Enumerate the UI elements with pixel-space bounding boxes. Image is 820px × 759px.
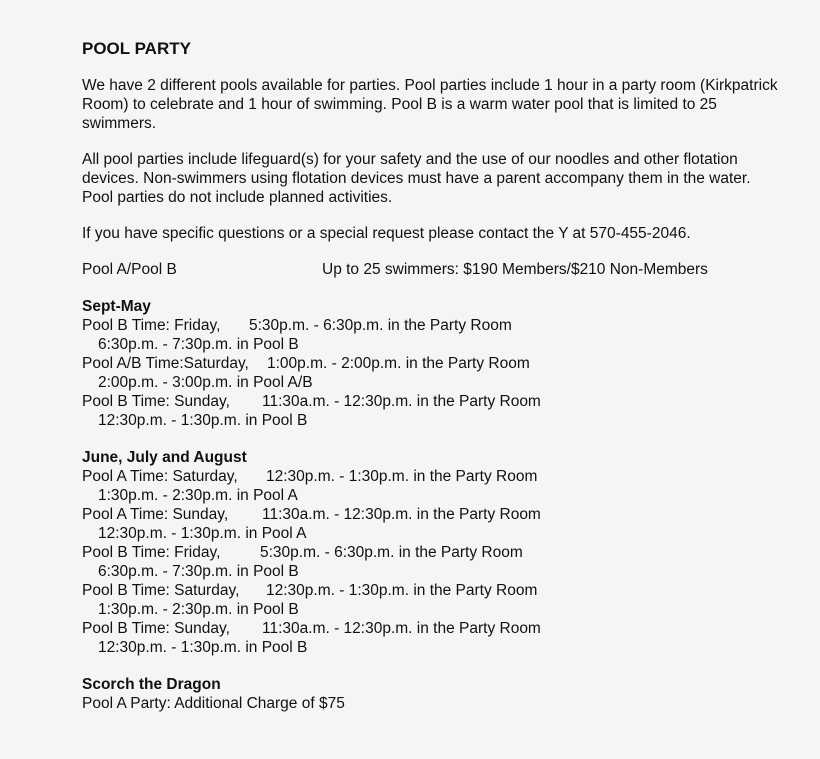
entry-label: Pool B Time: Sunday,	[82, 393, 230, 410]
sept-may-heading: Sept-May	[82, 298, 151, 315]
schedule-entry	[82, 467, 782, 505]
entry-room-time: 1:00p.m. - 2:00p.m. in the Party Room	[267, 355, 530, 372]
entry-room-time: 5:30p.m. - 6:30p.m. in the Party Room	[260, 544, 523, 561]
schedule-entry	[82, 581, 782, 619]
document	[82, 38, 782, 731]
entry-label: Pool A/B Time:Saturday,	[82, 355, 249, 372]
entry-pool-time: 1:30p.m. - 2:30p.m. in Pool A	[98, 487, 298, 504]
dragon-section	[82, 675, 782, 713]
sept-may-section	[82, 297, 782, 430]
entry-pool-time: 12:30p.m. - 1:30p.m. in Pool A	[98, 525, 307, 542]
entry-label: Pool B Time: Friday,	[82, 317, 221, 334]
entry-label: Pool B Time: Saturday,	[82, 582, 240, 599]
entry-room-time: 11:30a.m. - 12:30p.m. in the Party Room	[262, 506, 541, 523]
entry-label: Pool B Time: Friday,	[82, 544, 221, 561]
schedule-entry	[82, 543, 782, 581]
schedule-entry	[82, 354, 782, 392]
entry-label: Pool A Time: Saturday,	[82, 468, 238, 485]
entry-label: Pool A Time: Sunday,	[82, 506, 229, 523]
schedule-entry	[82, 392, 782, 430]
entry-room-time: 12:30p.m. - 1:30p.m. in the Party Room	[266, 468, 538, 485]
contact-paragraph: If you have specific questions or a special request please contact the Y at 570-455-2046.	[82, 225, 691, 242]
entry-pool-time: 12:30p.m. - 1:30p.m. in Pool B	[98, 412, 308, 429]
page-title: POOL PARTY	[82, 39, 191, 58]
summer-heading: June, July and August	[82, 449, 247, 466]
pricing-row	[82, 260, 782, 279]
entry-label: Pool B Time: Sunday,	[82, 620, 230, 637]
dragon-charge: Pool A Party: Additional Charge of $75	[82, 695, 345, 712]
safety-paragraph: All pool parties include lifeguard(s) for your safety and the use of our noodles and other flotation devices. Non-swimmers using flotation devices must have a parent accompany them in the water. Pool parties do not include planned activities.	[82, 151, 751, 206]
schedule-entry	[82, 505, 782, 543]
entry-pool-time: 6:30p.m. - 7:30p.m. in Pool B	[98, 563, 299, 580]
entry-room-time: 5:30p.m. - 6:30p.m. in the Party Room	[249, 317, 512, 334]
entry-pool-time: 12:30p.m. - 1:30p.m. in Pool B	[98, 639, 308, 656]
schedule-entry	[82, 316, 782, 354]
entry-pool-time: 1:30p.m. - 2:30p.m. in Pool B	[98, 601, 299, 618]
dragon-heading: Scorch the Dragon	[82, 676, 221, 693]
pricing-price: Up to 25 swimmers: $190 Members/$210 Non-Members	[322, 261, 708, 278]
entry-room-time: 12:30p.m. - 1:30p.m. in the Party Room	[266, 582, 538, 599]
summer-section	[82, 448, 782, 657]
entry-room-time: 11:30a.m. - 12:30p.m. in the Party Room	[262, 620, 541, 637]
entry-pool-time: 2:00p.m. - 3:00p.m. in Pool A/B	[98, 374, 313, 391]
pricing-pools: Pool A/Pool B	[82, 261, 177, 278]
schedule-entry	[82, 619, 782, 657]
intro-paragraph: We have 2 different pools available for parties. Pool parties include 1 hour in a party room (Kirkpatrick Room) to celebrate and 1 hour of swimming. Pool B is a warm water pool that is limited to 25 swimmers.	[82, 77, 778, 132]
entry-room-time: 11:30a.m. - 12:30p.m. in the Party Room	[262, 393, 541, 410]
entry-pool-time: 6:30p.m. - 7:30p.m. in Pool B	[98, 336, 299, 353]
